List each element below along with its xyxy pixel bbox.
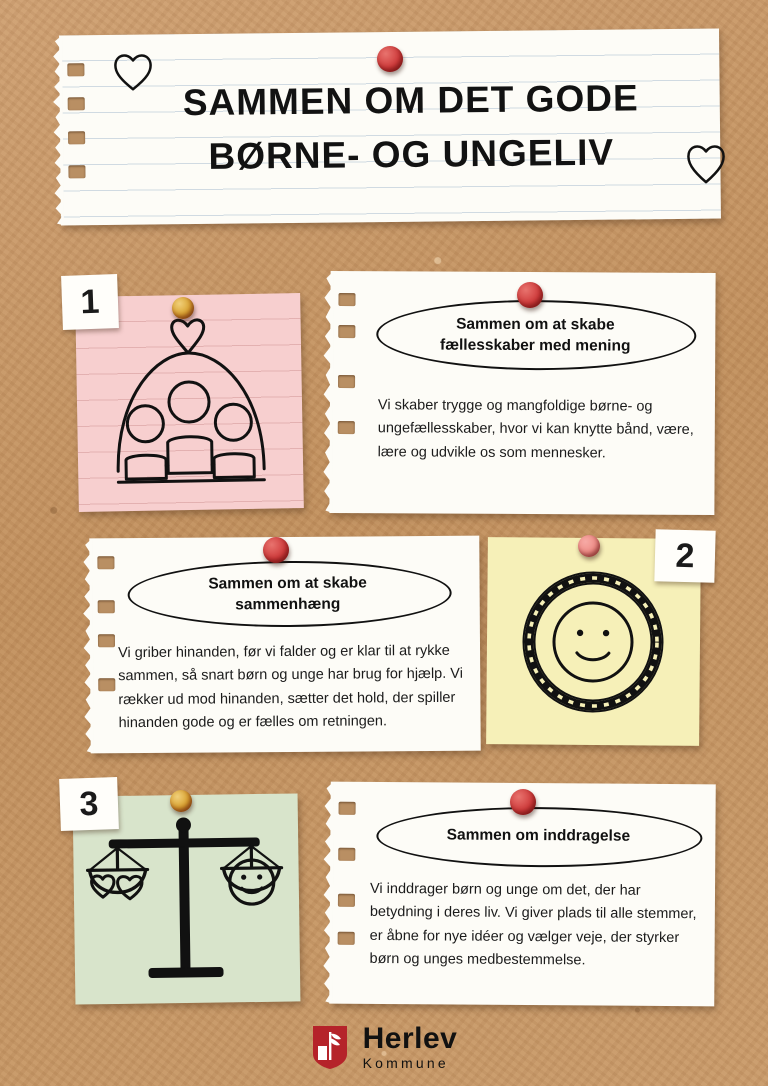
pin-note-3[interactable] <box>170 790 192 812</box>
section-body-2: Vi griber hinanden, før vi falder og er klar til at rykke sammen, så snart børn og unge har brug for hjælp. Vi rækker ud mod hinanden, sætter det hold, der spiller hinanden gode og er fælles om retningen. <box>118 642 463 732</box>
heart-doodle-icon <box>683 137 729 187</box>
pin-card-1[interactable] <box>517 282 543 308</box>
pin-title[interactable] <box>377 46 403 72</box>
pin-note-1[interactable] <box>172 297 194 319</box>
number-tag-1: 1 <box>61 274 119 330</box>
section-heading-1-line1: Sammen om at skabe <box>456 315 615 334</box>
section-card-3 <box>329 782 716 1007</box>
section-heading-2-line2: sammenhæng <box>235 595 341 614</box>
section-body-3: Vi inddrager børn og unge om det, der har betydning i deres liv. Vi giver plads til alle stemmer, er åbne for nye idéer og vælger veje, der styrker børn og unges medbestemmelse. <box>369 880 697 969</box>
section-heading-3 <box>390 824 686 847</box>
page-title <box>129 71 692 184</box>
pin-card-3[interactable] <box>510 789 536 815</box>
pin-note-2[interactable] <box>578 535 600 557</box>
section-heading-1-line2: fællesskaber med mening <box>440 336 631 355</box>
section-card-1 <box>329 271 715 515</box>
footer-name: Herlev <box>362 1022 458 1055</box>
herlev-shield-icon <box>311 1024 349 1070</box>
paper-holes <box>337 271 358 513</box>
paper-holes <box>337 782 359 1004</box>
paper-holes <box>67 35 89 225</box>
footer-wordmark <box>363 1024 458 1070</box>
page-title-line1: SAMMEN OM DET GODE <box>182 77 639 124</box>
heart-doodle-icon <box>110 48 156 94</box>
number-tag-2: 2 <box>654 529 715 583</box>
section-heading-1 <box>390 313 680 357</box>
footer-logo <box>0 1024 768 1070</box>
section-heading-2-line1: Sammen om at skabe <box>208 574 367 593</box>
section-heading-3-line1: Sammen om inddragelse <box>446 826 631 845</box>
section-card-2 <box>89 536 480 754</box>
section-heading-2 <box>142 572 434 617</box>
paper-holes <box>97 538 119 753</box>
footer-sub: Kommune <box>362 1055 449 1071</box>
number-tag-3: 3 <box>59 777 119 831</box>
section-body-1: Vi skaber trygge og mangfoldige børne- og ungefællesskaber, hvor vi kan knytte bånd, være, lære og udvikle os som mennesker. <box>377 397 694 462</box>
pin-card-2[interactable] <box>263 537 289 563</box>
page-title-line2: BØRNE- OG UNGELIV <box>208 131 615 177</box>
